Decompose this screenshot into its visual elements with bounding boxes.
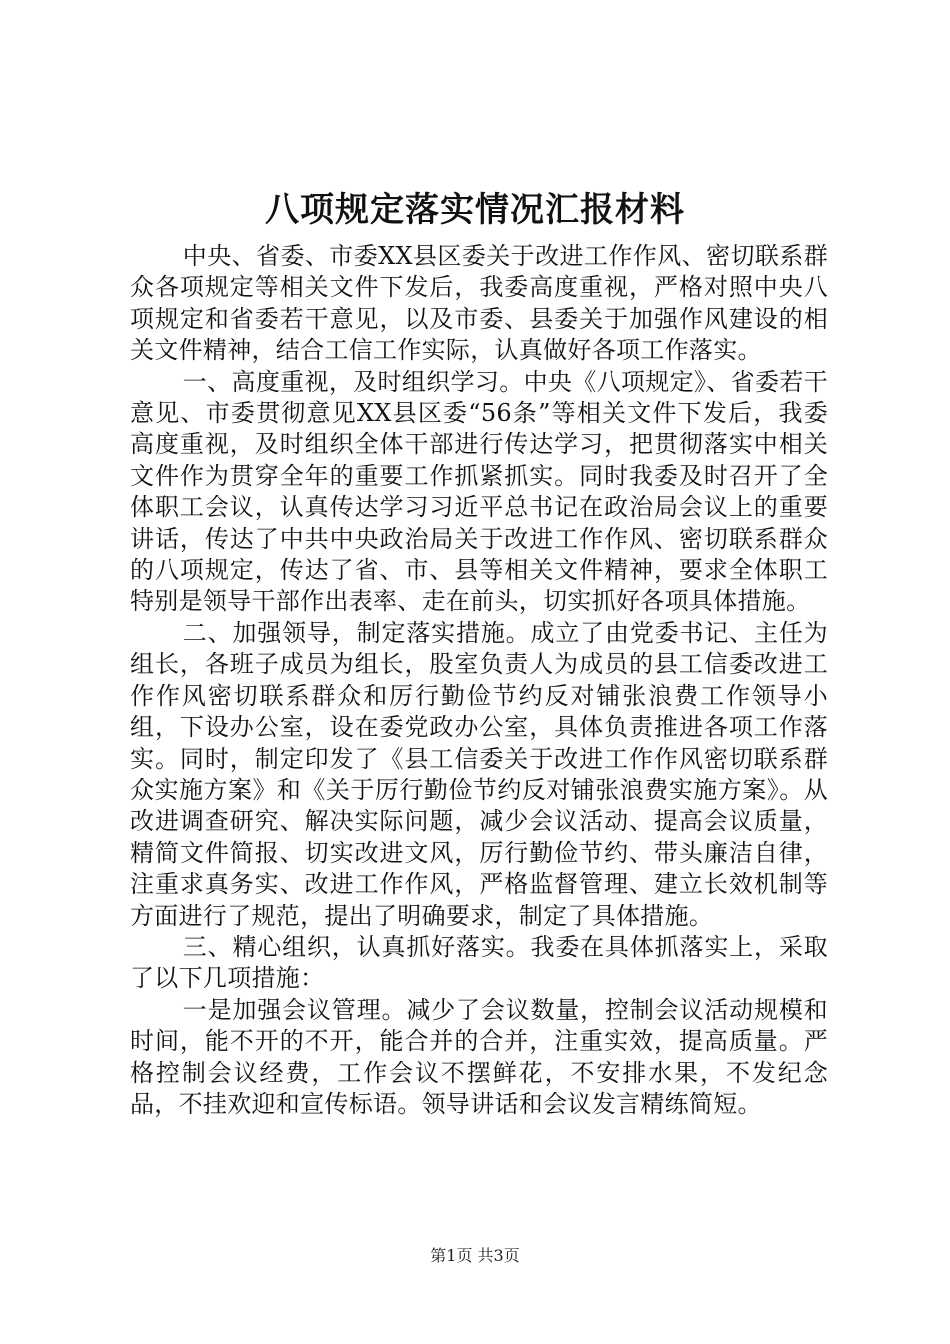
document-title: 八项规定落实情况汇报材料	[265, 190, 685, 230]
paragraph-section-2: 二、加强领导，制定落实措施。成立了由党委书记、主任为组长，各班子成员为组长，股室负责人为成员的县工信委改进工作作风密切联系群众和厉行勤俭节约反对铺张浪费工作领导小组，下设办公室，设在委党政办公室，具体负责推进各项工作落实。同时，制定印发了《县工信委关于改进工作作风密切联系群众实施方案》和《关于厉行勤俭节约反对铺张浪费实施方案》。从改进调查研究、解决实际问题，减少会议活动、提高会议质量，精简文件简报、切实改进文风，厉行勤俭节约、带头廉洁自律，注重求真务实、改进工作作风，严格监督管理、建立长效机制等方面进行了规范，提出了明确要求，制定了具体措施。	[130, 618, 828, 930]
paragraph-measure-1: 一是加强会议管理。减少了会议数量，控制会议活动规模和时间，能不开的不开，能合并的合并，注重实效，提高质量。严格控制会议经费，工作会议不摆鲜花，不安排水果，不发纪念品，不挂欢迎和宣传标语。领导讲话和会议发言精练简短。	[130, 995, 828, 1118]
page-footer: 第1页 共3页	[430, 1246, 520, 1265]
paragraph-section-3: 三、精心组织，认真抓好落实。我委在具体抓落实上，采取了以下几项措施：	[130, 932, 828, 993]
paragraph-section-1: 一、高度重视，及时组织学习。中央《八项规定》、省委若干意见、市委贯彻意见XX县区委“56条”等相关文件下发后，我委高度重视，及时组织全体干部进行传达学习，把贯彻落实中相关文件作为贯穿全年的重要工作抓紧抓实。同时我委及时召开了全体职工会议，认真传达学习习近平总书记在政治局会议上的重要讲话，传达了中共中央政治局关于改进工作作风、密切联系群众的八项规定，传达了省、市、县等相关文件精神，要求全体职工特别是领导干部作出表率、走在前头，切实抓好各项具体措施。	[130, 367, 828, 616]
document-body	[130, 241, 828, 1120]
paragraph-intro: 中央、省委、市委XX县区委关于改进工作作风、密切联系群众各项规定等相关文件下发后，我委高度重视，严格对照中央八项规定和省委若干意见，以及市委、县委关于加强作风建设的相关文件精神，结合工信工作实际，认真做好各项工作落实。	[130, 242, 828, 365]
